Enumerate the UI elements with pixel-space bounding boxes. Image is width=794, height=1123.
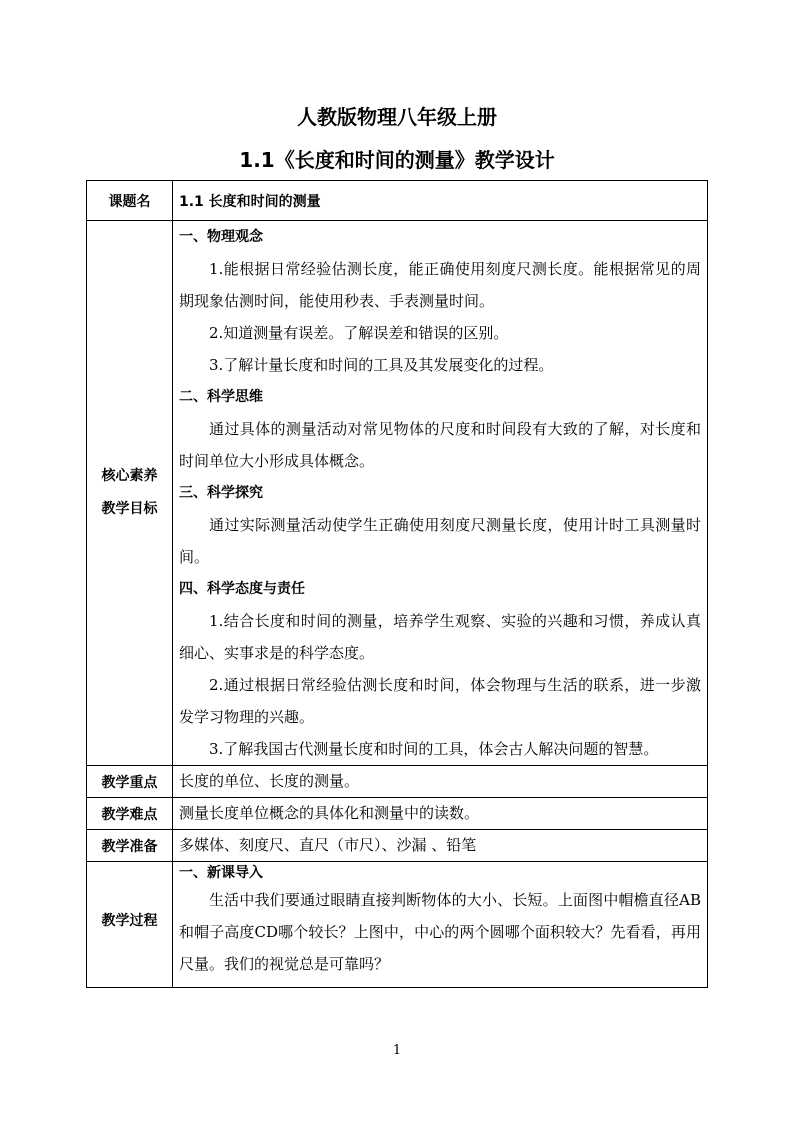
goals-heading-1: 一、物理观念 <box>179 229 263 245</box>
key-label: 教学重点 <box>87 766 173 798</box>
goals-label <box>87 221 173 766</box>
process-paragraph: 生活中我们要通过眼睛直接判断物体的大小、长短。上面图中帽檐直径AB和帽子高度CD哪个较长？上图中，中心的两个圆哪个面积较大？先看看，再用尺量。我们的视觉总是可靠吗？ <box>179 891 701 973</box>
goals-paragraph: 1.能根据日常经验估测长度，能正确使用刻度尺测长度。能根据常见的周期现象估测时间，能使用秒表、手表测量时间。 <box>179 260 701 310</box>
goals-label-line2: 教学目标 <box>101 501 158 517</box>
topic-value <box>173 181 708 221</box>
prep-value: 多媒体、刻度尺、直尺（市尺）、沙漏 、铅笔 <box>173 830 708 862</box>
goals-paragraph: 通过实际测量活动使学生正确使用刻度尺测量长度，使用计时工具测量时间。 <box>179 516 701 566</box>
goals-label-line1: 核心素养 <box>101 468 158 484</box>
goals-paragraph: 2.通过根据日常经验估测长度和时间，体会物理与生活的联系，进一步激发学习物理的兴趣。 <box>179 676 701 726</box>
goals-content <box>173 221 708 766</box>
goals-heading-2: 二、科学思维 <box>179 389 263 405</box>
table-row-prep <box>87 830 708 862</box>
topic-value-text: 1.1 长度和时间的测量 <box>179 193 321 210</box>
table-row-difficulty <box>87 798 708 830</box>
difficulty-label: 教学难点 <box>87 798 173 830</box>
lesson-plan-table <box>86 180 708 988</box>
goals-paragraph: 3.了解我国古代测量长度和时间的工具，体会古人解决问题的智慧。 <box>209 740 659 758</box>
page-number: 1 <box>392 1043 402 1058</box>
goals-paragraph: 3.了解计量长度和时间的工具及其发展变化的过程。 <box>209 356 554 374</box>
goals-paragraph: 2.知道测量有误差。了解误差和错误的区别。 <box>209 324 509 342</box>
document-subtitle: 1.1《长度和时间的测量》教学设计 <box>239 148 555 172</box>
table-row-goals <box>87 221 708 766</box>
process-label: 教学过程 <box>87 862 173 988</box>
document-title: 人教版物理八年级上册 <box>297 105 497 129</box>
process-content <box>173 862 708 988</box>
goals-heading-4: 四、科学态度与责任 <box>179 581 305 597</box>
difficulty-value: 测量长度单位概念的具体化和测量中的读数。 <box>173 798 708 830</box>
prep-label: 教学准备 <box>87 830 173 862</box>
goals-paragraph: 通过具体的测量活动对常见物体的尺度和时间段有大致的了解，对长度和时间单位大小形成具体概念。 <box>179 420 701 470</box>
key-value: 长度的单位、长度的测量。 <box>173 766 708 798</box>
table-row-process <box>87 862 708 988</box>
goals-heading-3: 三、科学探究 <box>179 485 263 501</box>
table-row-key <box>87 766 708 798</box>
table-row-topic <box>87 181 708 221</box>
topic-label: 课题名 <box>87 181 173 221</box>
goals-paragraph: 1.结合长度和时间的测量，培养学生观察、实验的兴趣和习惯，养成认真细心、实事求是的科学态度。 <box>179 612 701 662</box>
process-heading-1: 一、新课导入 <box>179 865 263 881</box>
